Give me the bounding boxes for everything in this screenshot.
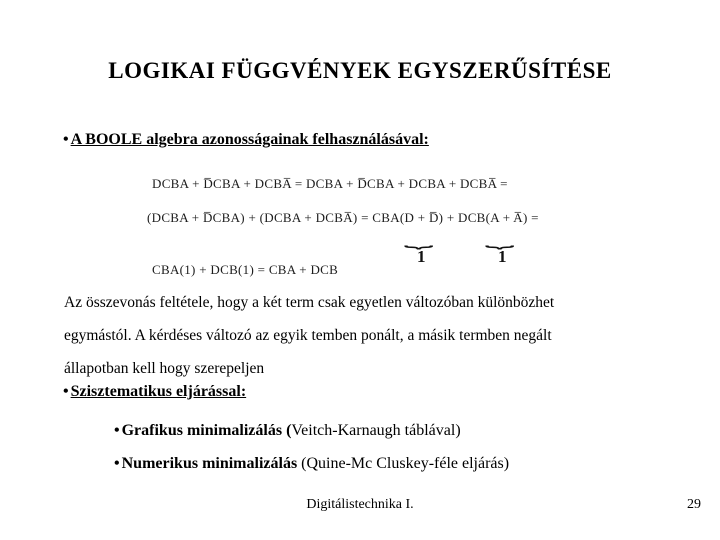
formula-line-1: DCBA + D̅CBA + DCBA̅ = DCBA + D̅CBA + DCBA + DCBA̅ =	[152, 176, 508, 191]
sub-bullet-graphic-rest: Veitch-Karnaugh táblával)	[291, 422, 461, 439]
paragraph-line-1: Az összevonás feltétele, hogy a két term csak egyetlen változóban különbözhet	[64, 294, 555, 311]
underbrace-right-icon: ⏟	[484, 227, 515, 249]
page-number: 29	[687, 497, 701, 512]
paragraph-line-2: egymástól. A kérdéses változó az egyik temben ponált, a másik termben negált	[64, 327, 552, 344]
underbrace-left-icon: ⏟	[403, 227, 434, 249]
footer-title: Digitálistechnika I.	[306, 497, 414, 512]
bullet-icon: •	[63, 383, 69, 400]
slide-title: LOGIKAI FÜGGVÉNYEK EGYSZERŰSÍTÉSE	[108, 58, 612, 83]
formula-line-3: CBA(1) + DCB(1) = CBA + DCB	[152, 262, 339, 277]
sub-bullet-numeric	[114, 455, 509, 473]
bullet-icon: •	[63, 131, 69, 148]
bullet-systematic	[63, 383, 246, 401]
bullet-boole	[63, 131, 429, 149]
paragraph-line-3: állapotban kell hogy szerepeljen	[64, 360, 265, 377]
bullet-icon: •	[114, 455, 120, 472]
bullet-boole-text: A BOOLE algebra azonosságainak felhasználásával:	[70, 131, 429, 148]
brace-result-right: 1	[498, 247, 507, 266]
sub-bullet-graphic	[114, 422, 461, 440]
sub-bullet-graphic-bold: Grafikus minimalizálás (	[121, 422, 292, 439]
sub-bullet-numeric-rest: (Quine-Mc Cluskey-féle eljárás)	[297, 455, 510, 472]
formula-line-2: (DCBA + D̅CBA) + (DCBA + DCBA̅) = CBA(D + D̅) + DCB(A + A̅) =	[147, 210, 539, 225]
sub-bullet-numeric-bold: Numerikus minimalizálás	[121, 455, 298, 472]
brace-result-left: 1	[417, 247, 426, 266]
bullet-systematic-text: Szisztematikus eljárással:	[70, 383, 247, 400]
bullet-icon: •	[114, 422, 120, 439]
